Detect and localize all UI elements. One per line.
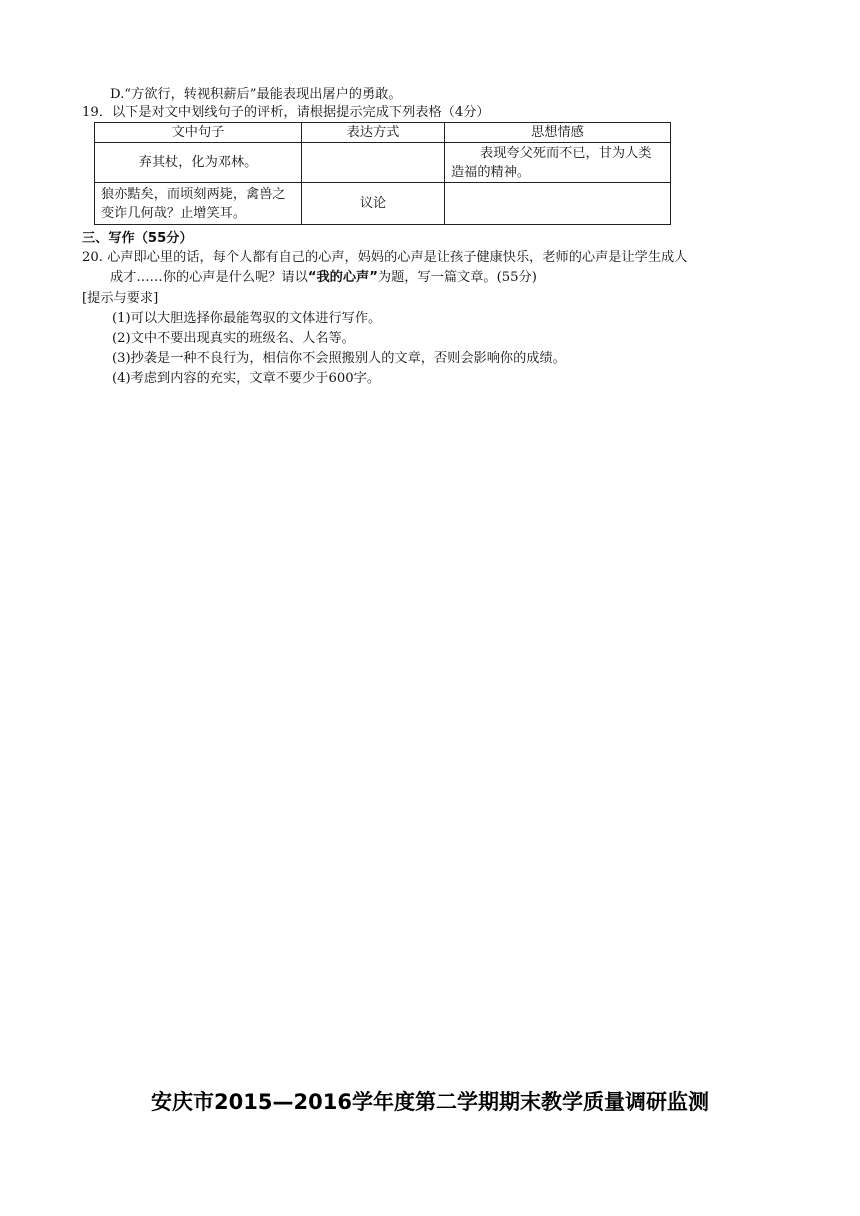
tip-item-3: (3)抄袭是一种不良行为，相信你不会照搬别人的文章，否则会影响你的成绩。 — [112, 351, 566, 366]
question-20-line2 — [110, 268, 537, 288]
page-title: 安庆市2015—2016学年度第二学期期末教学质量调研监测 — [151, 1090, 709, 1114]
table-header-method: 表达方式 — [302, 123, 445, 143]
question-20-line1: 20. 心声即心里的话，每个人都有自己的心声，妈妈的心声是让孩子健康快乐，老师的心声是让学生成人 — [82, 250, 688, 265]
table-header-emotion: 思想情感 — [445, 123, 671, 143]
table-cell-method: 议论 — [302, 183, 445, 225]
tips-heading: [提示与要求] — [82, 291, 159, 306]
section-heading-writing: 三、写作（55分） — [82, 231, 193, 246]
table-cell-sentence: 弃其杖，化为邓林。 — [95, 143, 302, 183]
option-d: D.“方欲行，转视积薪后”最能表现出屠户的勇敢。 — [110, 87, 402, 102]
table-header-row — [95, 123, 671, 143]
evaluation-table — [94, 122, 671, 225]
tip-item-4: (4)考虑到内容的充实，文章不要少于600字。 — [112, 371, 381, 386]
table-cell-emotion-blank — [445, 183, 671, 225]
question-19-prompt: 19．以下是对文中划线句子的评析，请根据提示完成下列表格（4分） — [82, 105, 490, 120]
table-row — [95, 183, 671, 225]
question-20-text-a: 成才……你的心声是什么呢？请以 — [110, 270, 308, 285]
table-cell-method-blank — [302, 143, 445, 183]
tip-item-2: (2)文中不要出现真实的班级名、人名等。 — [112, 331, 355, 346]
table-row — [95, 143, 671, 183]
question-20-text-b: 为题，写一篇文章。(55分) — [377, 270, 537, 285]
tip-item-1: (1)可以大胆选择你最能驾驭的文体进行写作。 — [112, 311, 382, 326]
essay-title: “我的心声” — [307, 270, 378, 285]
table-header-sentence: 文中句子 — [95, 123, 302, 143]
table-cell-emotion: 表现夸父死而不已，甘为人类造福的精神。 — [445, 143, 671, 183]
table-cell-sentence: 狼亦黠矣，而顷刻两毙，禽兽之变诈几何哉？止增笑耳。 — [95, 183, 302, 225]
